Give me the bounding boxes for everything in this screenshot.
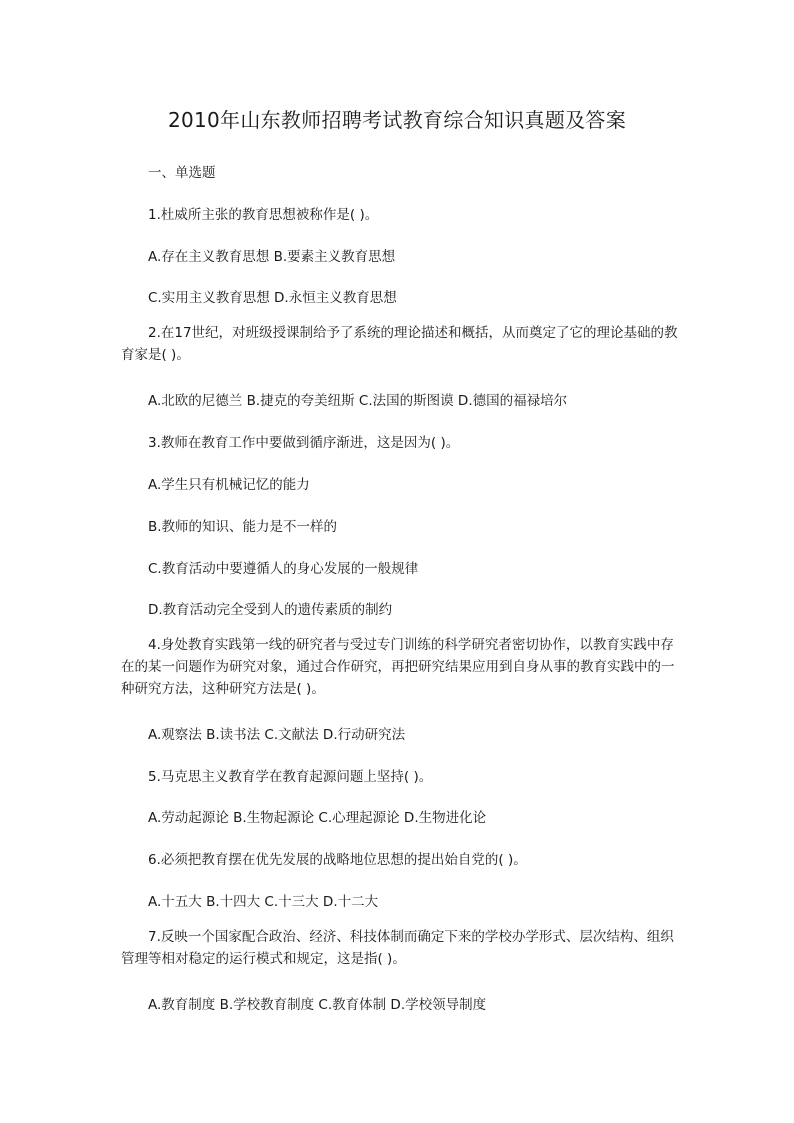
question-1-stem: 1.杜威所主张的教育思想被称作是( )。	[148, 207, 379, 223]
question-3-stem: 3.教师在教育工作中要做到循序渐进，这是因为( )。	[148, 435, 460, 451]
question-4-option: A.观察法 B.读书法 C.文献法 D.行动研究法	[148, 727, 406, 743]
question-5-stem: 5.马克思主义教育学在教育起源问题上坚持( )。	[148, 769, 433, 785]
question-3-option: A.学生只有机械记忆的能力	[148, 477, 310, 493]
section-heading: 一、单选题	[148, 165, 216, 181]
question-7-stem: 7.反映一个国家配合政治、经济、科技体制而确定下来的学校办学形式、层次结构、组织管理等相对稳定的运行模式和规定，这是指( )。	[121, 929, 674, 967]
question-4-stem: 4.身处教育实践第一线的研究者与受过专门训练的科学研究者密切协作，以教育实践中存在的某一问题作为研究对象，通过合作研究，再把研究结果应用到自身从事的教育实践中的一种研究方法，这种研究方法是( )。	[121, 637, 675, 697]
question-6-option: A.十五大 B.十四大 C.十三大 D.十二大	[148, 894, 379, 910]
question-3-option: B.教师的知识、能力是不一样的	[148, 519, 338, 535]
question-1-option: A.存在主义教育思想 B.要素主义教育思想	[148, 249, 396, 265]
question-1-option: C.实用主义教育思想 D.永恒主义教育思想	[148, 290, 397, 306]
question-3-option: C.教育活动中要遵循人的身心发展的一般规律	[148, 561, 419, 577]
question-5-option: A.劳动起源论 B.生物起源论 C.心理起源论 D.生物进化论	[148, 810, 487, 826]
question-2-stem: 2.在17世纪，对班级授课制给予了系统的理论描述和概括，从而奠定了它的理论基础的教育家是( )。	[121, 325, 678, 363]
question-7-option: A.教育制度 B.学校教育制度 C.教育体制 D.学校领导制度	[148, 997, 487, 1013]
question-2-option: A.北欧的尼德兰 B.捷克的夸美纽斯 C.法国的斯图谟 D.德国的福禄培尔	[148, 393, 568, 409]
page-title: 2010年山东教师招聘考试教育综合知识真题及答案	[167, 108, 627, 132]
question-6-stem: 6.必须把教育摆在优先发展的战略地位思想的提出始自党的( )。	[148, 852, 527, 868]
question-3-option: D.教育活动完全受到人的遗传素质的制约	[148, 602, 393, 618]
